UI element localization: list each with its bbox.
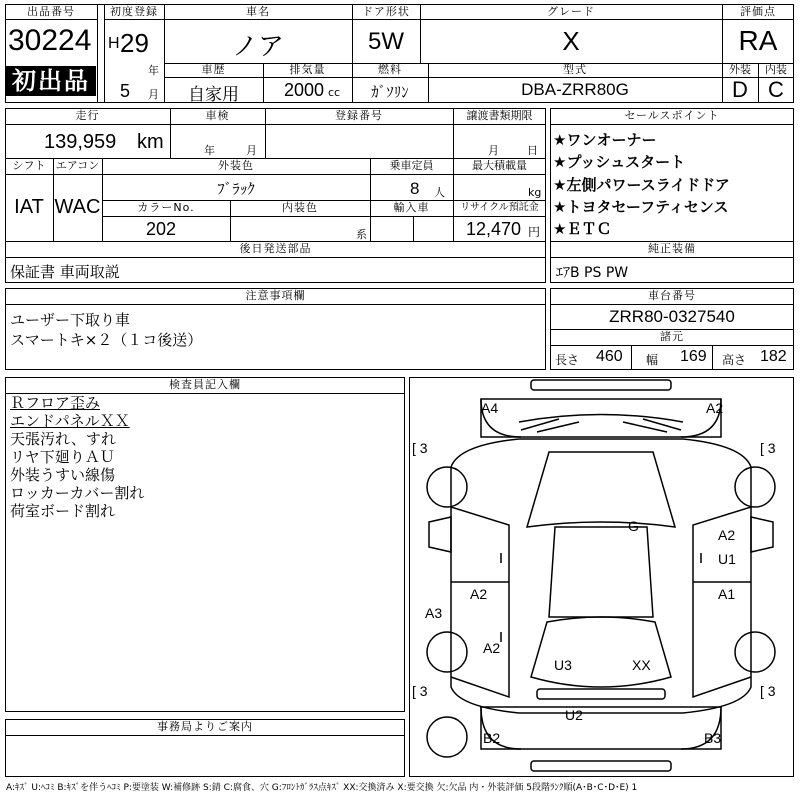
color-number-header: カラーNo.: [137, 201, 195, 214]
damage-label: A2: [483, 640, 501, 656]
inspection-year-unit: 年: [204, 144, 215, 157]
sales-point: ★左側パワースライドドア: [553, 176, 730, 194]
damage-label: A1: [718, 586, 736, 602]
inspector-note: 外装うすい線傷: [10, 466, 116, 484]
seats: 8: [410, 179, 420, 198]
seats-unit: 人: [434, 186, 445, 199]
interior-header: 内装: [765, 63, 787, 76]
history-header: 車歴: [201, 63, 226, 76]
era: H: [108, 35, 120, 52]
color-number: 202: [146, 219, 177, 239]
document-deadline-header: 譲渡書類期限: [466, 109, 533, 122]
genuine-equipment-header: 純正装備: [648, 242, 696, 255]
lot-number-header: 出品番号: [27, 5, 75, 18]
door-type: 5W: [368, 28, 404, 55]
mileage-unit: km: [137, 131, 164, 153]
damage-label: G: [628, 518, 639, 534]
damage-label: U2: [565, 707, 583, 723]
shift-header: シフト: [12, 159, 46, 172]
recycle-fee: 12,470: [466, 219, 522, 239]
shift: IAT: [14, 196, 44, 218]
inspector-note: ロッカーカバー割れ: [10, 484, 145, 502]
tire-label: [ 3: [760, 683, 776, 699]
lot-number: 30224: [8, 24, 92, 57]
length-label: 長さ: [555, 353, 580, 367]
damage-label: A2: [706, 400, 724, 416]
notes-header: 注意事項欄: [245, 289, 306, 302]
note-line: スマートキ×２（１コ後送）: [10, 331, 203, 349]
inspector-note: 荷室ボード割れ: [10, 502, 116, 520]
inspector-header: 検査員記入欄: [169, 378, 241, 391]
year-unit: 年: [148, 64, 159, 77]
model-code: DBA-ZRR80G: [521, 80, 629, 99]
damage-legend: A:ｷｽﾞ U:ﾍｺﾐ B:ｷｽﾞを伴うﾍｺﾐ P:要塗装 W:補修跡 S:錆 C:腐食、穴 G:ﾌﾛﾝﾄｶﾞﾗｽ点ｷｽﾞ XX:交換済み X:要交換 欠:欠品 内・外装評価 5段階ﾗﾝｸ順(A･B･C･D･E) 1: [6, 783, 638, 793]
inspector-note: リヤ下廻りＡＵ: [10, 448, 115, 466]
history: 自家用: [188, 85, 239, 105]
displacement: 2000: [284, 80, 325, 100]
damage-label: B3: [704, 730, 722, 746]
width: 169: [680, 348, 707, 365]
damage-label: A3: [425, 605, 443, 621]
damage-label: XX: [632, 657, 651, 673]
chassis-header: 車台番号: [648, 289, 696, 302]
office-header: 事務局よりご案内: [157, 720, 253, 733]
max-load-unit: kg: [528, 186, 542, 199]
model-header: 型式: [563, 63, 587, 76]
sales-point: ★トヨタセーフティセンス: [553, 198, 729, 216]
height: 182: [760, 348, 787, 365]
max-load-header: 最大積載量: [472, 159, 527, 172]
width-label: 幅: [646, 353, 659, 367]
exterior-color: ﾌﾞﾗｯｸ: [217, 180, 255, 198]
length: 460: [596, 348, 623, 365]
sales-point: ★ワンオーナー: [553, 131, 657, 149]
mileage-header: 走行: [75, 109, 100, 122]
registration-number-header: 登録番号: [335, 109, 383, 122]
damage-label: U1: [718, 551, 736, 567]
grade-header: グレード: [547, 5, 595, 18]
inspection-month-unit: 月: [246, 144, 257, 157]
seats-header: 乗車定員: [389, 159, 434, 172]
specs-header: 諸元: [660, 330, 684, 343]
car-name: ノア: [231, 32, 284, 62]
import-header: 輸入車: [393, 201, 430, 214]
tire-label: [ 3: [760, 440, 776, 456]
fuel-header: 燃料: [378, 63, 402, 76]
inspector-note: エンドパネルＸＸ: [10, 412, 130, 430]
sales-point: ★プッシュスタート: [553, 153, 686, 171]
chassis-number: ZRR80-0327540: [609, 307, 735, 326]
first-registration-header: 初度登録: [110, 5, 158, 18]
recycle-header: リサイクル預託金: [460, 202, 539, 213]
car-name-header: 車名: [246, 5, 270, 18]
month-unit: 月: [148, 88, 159, 101]
tire-label: [ 3: [412, 683, 428, 699]
grade: X: [562, 26, 580, 56]
score-header: 評価点: [740, 5, 776, 18]
damage-label: B2: [483, 730, 501, 746]
reg-month: 5: [120, 81, 131, 101]
recycle-unit: 円: [528, 225, 541, 239]
later-parts-header: 後日発送部品: [239, 242, 312, 255]
damage-label: U3: [554, 657, 572, 673]
inspector-note: 天張汚れ、すれ: [10, 430, 116, 448]
inspection-header: 車検: [205, 109, 230, 122]
interior-grade: C: [768, 77, 784, 102]
note-line: ユーザー下取り車: [10, 311, 131, 329]
displacement-header: 排気量: [289, 63, 326, 76]
exterior-grade: D: [732, 77, 748, 102]
car-damage-diagram: [409, 377, 794, 777]
color-header: 外装色: [218, 159, 254, 172]
fuel: ｶﾞｿﾘﾝ: [371, 83, 409, 101]
height-label: 高さ: [722, 353, 747, 367]
tire-label: [ 3: [412, 440, 428, 456]
later-parts: 保証書 車両取説: [10, 263, 120, 281]
displacement-unit: cc: [328, 86, 341, 99]
reg-year: 29: [120, 28, 149, 58]
damage-label: A2: [470, 586, 488, 602]
aircon: WAC: [54, 196, 101, 218]
first-listing-badge: 初出品: [6, 66, 96, 96]
exterior-header: 外装: [729, 63, 751, 76]
damage-label: A2: [718, 527, 736, 543]
score: RA: [738, 25, 778, 56]
document-day-unit: 日: [527, 144, 538, 157]
sales-point: ★ＥＴＣ: [553, 220, 612, 238]
interior-color-header: 内装色: [282, 201, 318, 214]
document-month-unit: 月: [488, 144, 499, 157]
damage-label: A4: [481, 400, 499, 416]
aircon-header: エアコン: [55, 159, 100, 172]
interior-color-unit: 系: [356, 228, 367, 241]
mileage: 139,959: [44, 131, 117, 153]
inspector-note: Ｒフロア歪み: [10, 394, 101, 412]
door-header: ドア形状: [362, 5, 410, 18]
genuine-equipment: ｴｱB PS PW: [556, 265, 629, 281]
sales-point-header: セールスポイント: [624, 109, 720, 122]
